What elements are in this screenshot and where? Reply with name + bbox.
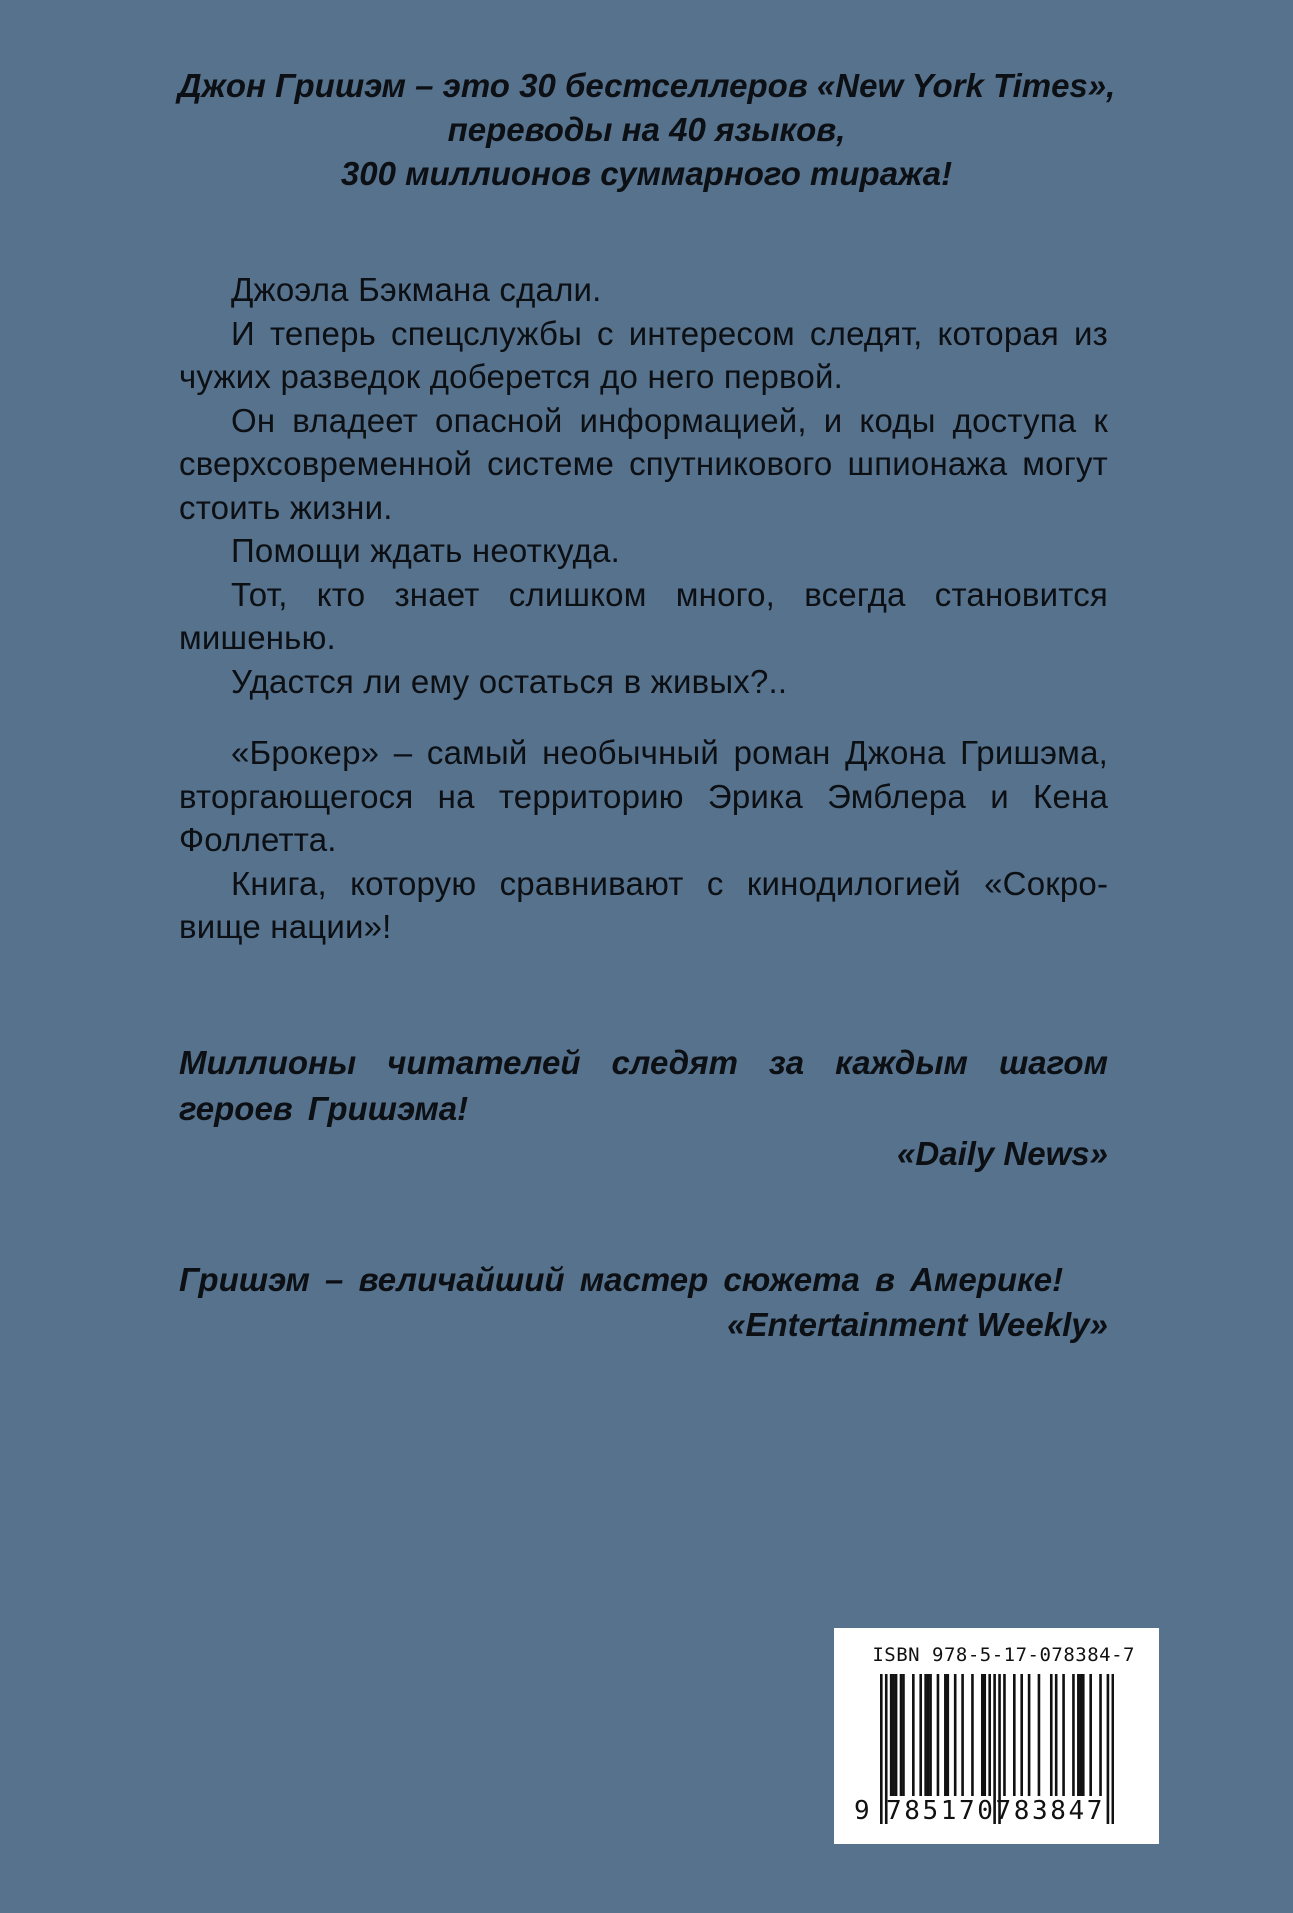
barcode-bar	[1107, 1674, 1110, 1824]
barcode-bar	[971, 1674, 974, 1796]
barcode-bar	[1020, 1674, 1023, 1796]
barcode-bar	[1080, 1674, 1083, 1796]
synopsis-paragraph: Удастся ли ему остаться в живых?..	[231, 662, 788, 700]
barcode-bar	[927, 1674, 930, 1796]
barcode-bar	[944, 1674, 947, 1796]
barcode-bar	[1112, 1674, 1114, 1824]
synopsis-paragraph: Он владеет опасной информацией, и коды доступа к сверхсовременной системе спутникового шпионажа могут стоить жизни.	[179, 401, 1108, 526]
barcode-bar	[929, 1674, 932, 1796]
barcode-bar	[1077, 1674, 1080, 1796]
ean-first-digit: 9	[854, 1796, 870, 1826]
barcode-bar	[892, 1674, 895, 1796]
barcode-bar	[895, 1674, 898, 1796]
tagline	[150, 64, 1143, 196]
synopsis-paragraph: И теперь спецслужбы с интересом следят, которая из чужих разведок доберется до него первой.	[179, 314, 1108, 395]
review-quote	[179, 1040, 1108, 1176]
review-source: «Entertainment Weekly»	[727, 1306, 1108, 1343]
tagline-line-2: переводы на 40 языков,	[447, 111, 846, 148]
isbn-barcode	[834, 1628, 1159, 1844]
synopsis-paragraph: Тот, кто знает слишком много, всегда становится мишенью.	[179, 575, 1108, 656]
barcode-bar	[880, 1674, 883, 1824]
barcode-bar	[961, 1674, 964, 1796]
barcode-bar	[937, 1674, 940, 1796]
barcode-bar	[902, 1674, 905, 1796]
paragraph-gap	[179, 703, 1108, 731]
barcode-bar	[947, 1674, 950, 1796]
barcode-bar	[912, 1674, 915, 1796]
barcode-bar	[1072, 1674, 1075, 1796]
barcode-bar	[988, 1674, 991, 1796]
ean-digits: 785170783847	[886, 1796, 1106, 1826]
review-text: Миллионы читателей следят за каждым шагом героев Гришэма!	[179, 1044, 1108, 1127]
review-text: Гришэм – величайший мастер сюжета в Америке!	[179, 1261, 1064, 1298]
synopsis	[179, 268, 1108, 949]
barcode-bar	[1028, 1674, 1031, 1796]
isbn-label: ISBN 978-5-17-078384-7	[872, 1644, 1135, 1666]
barcode-bar	[1099, 1674, 1102, 1796]
synopsis-paragraph: Помощи ждать неоткуда.	[231, 532, 621, 569]
synopsis-paragraph: Джоэла Бэкмана сдали.	[231, 271, 602, 308]
synopsis-paragraph: «Брокер» – самый необычный роман Джона Гришэма, вторгающегося на территорию Эрика Эмблера и Кена Фоллетта.	[179, 734, 1108, 858]
barcode-bar	[1050, 1674, 1053, 1796]
barcode-bar	[1062, 1674, 1065, 1796]
review-quote	[179, 1257, 1108, 1347]
tagline-line-1: Джон Гришэм – это 30 бестселлеров «New York Times»,	[177, 67, 1116, 104]
barcode-bar	[1055, 1674, 1058, 1796]
barcode-bar	[1089, 1674, 1092, 1796]
review-source: «Daily News»	[897, 1135, 1108, 1172]
barcode-bar	[1013, 1674, 1016, 1796]
barcode-bar	[1082, 1674, 1085, 1796]
barcode-bar	[1038, 1674, 1041, 1796]
barcode-bar	[983, 1674, 986, 1796]
barcode-bar	[981, 1674, 984, 1796]
barcode-bar	[919, 1674, 922, 1796]
tagline-line-3: 300 миллионов суммарного тиража!	[340, 155, 953, 192]
synopsis-paragraph: Книга, которую сравнивают с кинодилогией «Сокровище нации»!	[179, 864, 1108, 945]
barcode-bar	[900, 1674, 903, 1796]
barcode-bar	[924, 1674, 927, 1796]
barcode-bar	[954, 1674, 957, 1796]
barcode-bar	[1003, 1674, 1006, 1796]
barcode-bar	[890, 1674, 893, 1796]
